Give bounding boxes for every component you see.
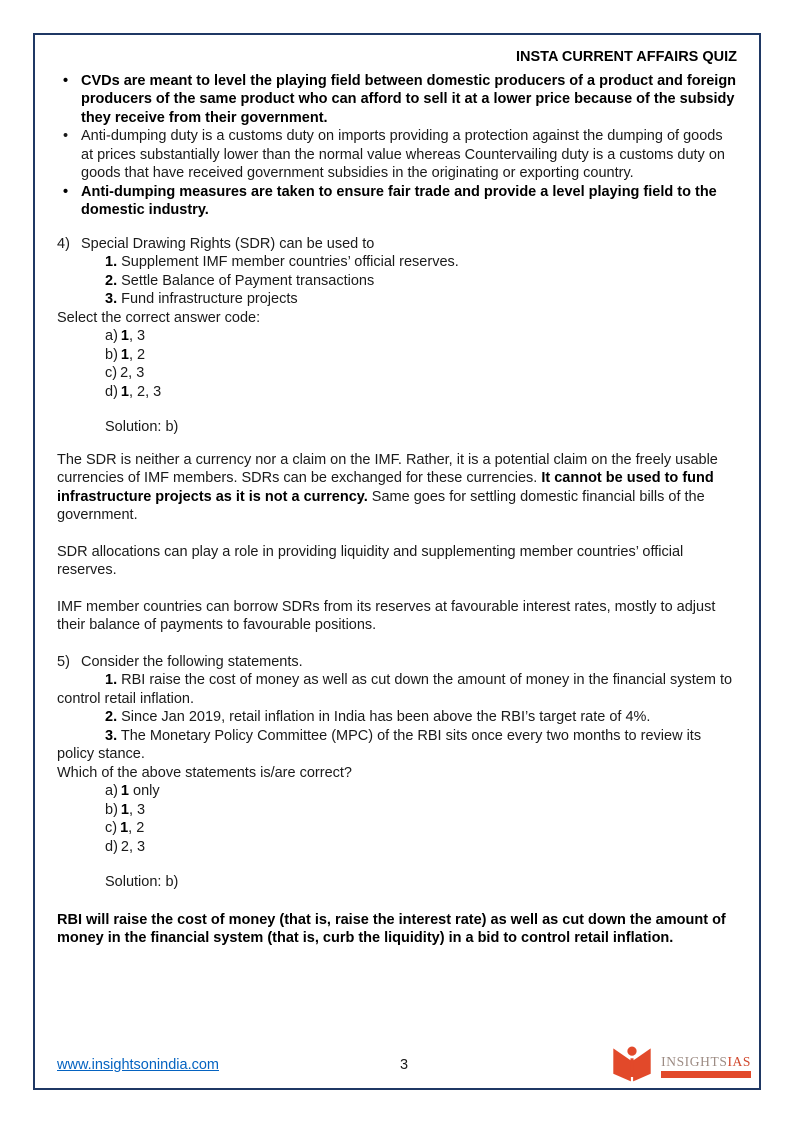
statement-text: Supplement IMF member countries’ official reserves. xyxy=(121,254,459,270)
bullet-list xyxy=(57,72,737,220)
bullet-icon: • xyxy=(63,72,69,89)
solution-line: Solution: b) xyxy=(105,874,179,890)
option-value: 2, 3 xyxy=(120,838,146,855)
question-4-title xyxy=(57,235,737,254)
option-label: d) xyxy=(105,838,118,855)
explanation-paragraph: SDR allocations can play a role in providing liquidity and supplementing member countries’ official reserves. xyxy=(57,543,684,578)
statement-text: Since Jan 2019, retail inflation in India has been above the RBI’s target rate of 4%. xyxy=(121,709,651,725)
bullet-icon: • xyxy=(63,183,69,200)
question-text: Special Drawing Rights (SDR) can be used to xyxy=(81,235,375,252)
statement xyxy=(57,253,737,272)
option-d xyxy=(57,383,737,402)
option-label: d) xyxy=(105,383,118,400)
question-number: 5) xyxy=(57,653,70,670)
question-5 xyxy=(57,653,737,948)
option-value-bold: 1 xyxy=(120,801,129,818)
option-label: a) xyxy=(105,783,118,799)
explanation-paragraph xyxy=(57,451,737,525)
bullet-text: CVDs are meant to level the playing field between domestic producers of a product and foreign producers of the same product who can afford to sell it at a lower price because of the subsidy they receive from their government. xyxy=(81,72,737,126)
option-value-bold: 1 xyxy=(120,820,129,836)
page-footer xyxy=(57,1036,751,1088)
solution-line: Solution: b) xyxy=(105,419,179,435)
statement-text: RBI raise the cost of money as well as cut down the amount of money in the financial system to control retail inflation. xyxy=(57,672,733,707)
statement-number: 1. xyxy=(105,672,118,688)
explanation-text: The SDR is neither a currency nor a claim on the IMF. Rather, it is a potential claim on the freely usable currencies of IMF members. SDRs can be exchanged for these currencies. xyxy=(57,451,718,486)
option-a xyxy=(57,327,737,346)
bullet-text: Anti-dumping measures are taken to ensure fair trade and provide a level playing field to the domestic industry. xyxy=(81,183,717,218)
option-b xyxy=(57,801,737,820)
option-c xyxy=(57,819,737,838)
option-d xyxy=(57,838,737,857)
option-label: b) xyxy=(105,801,118,818)
option-value: , 2 xyxy=(128,346,146,363)
statement-number: 2. xyxy=(105,272,118,289)
statement-number: 3. xyxy=(105,727,118,744)
question-number: 4) xyxy=(57,235,70,252)
statement xyxy=(57,671,737,708)
page-border-frame xyxy=(33,33,761,1090)
option-a xyxy=(57,782,737,801)
explanation-paragraph: IMF member countries can borrow SDRs from its reserves at favourable interest rates, mostly to adjust their balance of payments to favourable positions. xyxy=(57,598,716,633)
option-value: 2, 3 xyxy=(120,365,145,381)
statement xyxy=(57,272,737,291)
statement xyxy=(57,290,737,309)
option-value: , 3 xyxy=(128,328,146,344)
question-5-title xyxy=(57,653,737,672)
option-b xyxy=(57,346,737,365)
option-value-bold: 1 xyxy=(120,346,129,363)
statement-text: The Monetary Policy Committee (MPC) of the RBI sits once every two months to review its policy stance. xyxy=(57,727,702,762)
bullet-text: Anti-dumping duty is a customs duty on imports providing a protection against the dumping of goods at prices substantially lower than the normal value whereas Countervailing duty is a customs duty on goods that have received government subsidies in the originating or exporting country. xyxy=(81,128,725,181)
which-correct-label: Which of the above statements is/are correct? xyxy=(57,764,352,781)
explanation-text-bold: It cannot be used to fund infrastructure projects as it is not a currency. xyxy=(57,470,714,505)
statement xyxy=(57,708,737,727)
select-answer-label: Select the correct answer code: xyxy=(57,309,261,326)
list-item xyxy=(57,72,737,128)
option-value: , 2, 3 xyxy=(128,383,162,400)
bullet-icon: • xyxy=(63,128,69,144)
logo-wordmark xyxy=(661,1055,751,1069)
option-label: c) xyxy=(105,365,118,381)
option-label: b) xyxy=(105,346,118,363)
website-link[interactable]: www.insightsonindia.com xyxy=(57,1056,219,1073)
open-book-reader-icon xyxy=(609,1044,655,1088)
statement-text: Settle Balance of Payment transactions xyxy=(121,272,375,289)
statement-number: 1. xyxy=(105,254,118,270)
explanation-text: Same goes for settling domestic financial bills of the government. xyxy=(57,488,705,523)
option-label: c) xyxy=(105,820,118,836)
option-value-bold: 1 xyxy=(120,383,129,400)
option-value: , 3 xyxy=(128,801,146,818)
option-value-bold: 1 xyxy=(120,328,129,344)
option-value-bold: 1 xyxy=(120,783,129,799)
list-item xyxy=(57,127,737,183)
page-content xyxy=(35,35,759,948)
page-number: 3 xyxy=(399,1056,409,1073)
statement-number: 3. xyxy=(105,291,118,307)
option-value: , 2 xyxy=(128,820,145,836)
logo-text-block xyxy=(661,1055,751,1078)
logo-tagline-bar xyxy=(661,1071,751,1078)
explanation-paragraph-bold: RBI will raise the cost of money (that is, raise the interest rate) as well as cut down the amount of money in the financial system (that is, curb the liquidity) in a bid to control retail inflation. xyxy=(57,911,726,946)
question-text: Consider the following statements. xyxy=(81,653,303,670)
insightsias-logo xyxy=(609,1044,751,1088)
option-value: only xyxy=(128,783,160,799)
option-c xyxy=(57,364,737,383)
statement xyxy=(57,727,737,764)
statement-text: Fund infrastructure projects xyxy=(121,291,298,307)
page-title: INSTA CURRENT AFFAIRS QUIZ xyxy=(516,49,737,65)
statement-number: 2. xyxy=(105,709,118,725)
logo-name-primary: INSIGHTS xyxy=(661,1053,728,1069)
question-4 xyxy=(57,235,737,635)
list-item xyxy=(57,183,737,220)
logo-name-secondary: IAS xyxy=(727,1053,751,1069)
option-label: a) xyxy=(105,328,118,344)
